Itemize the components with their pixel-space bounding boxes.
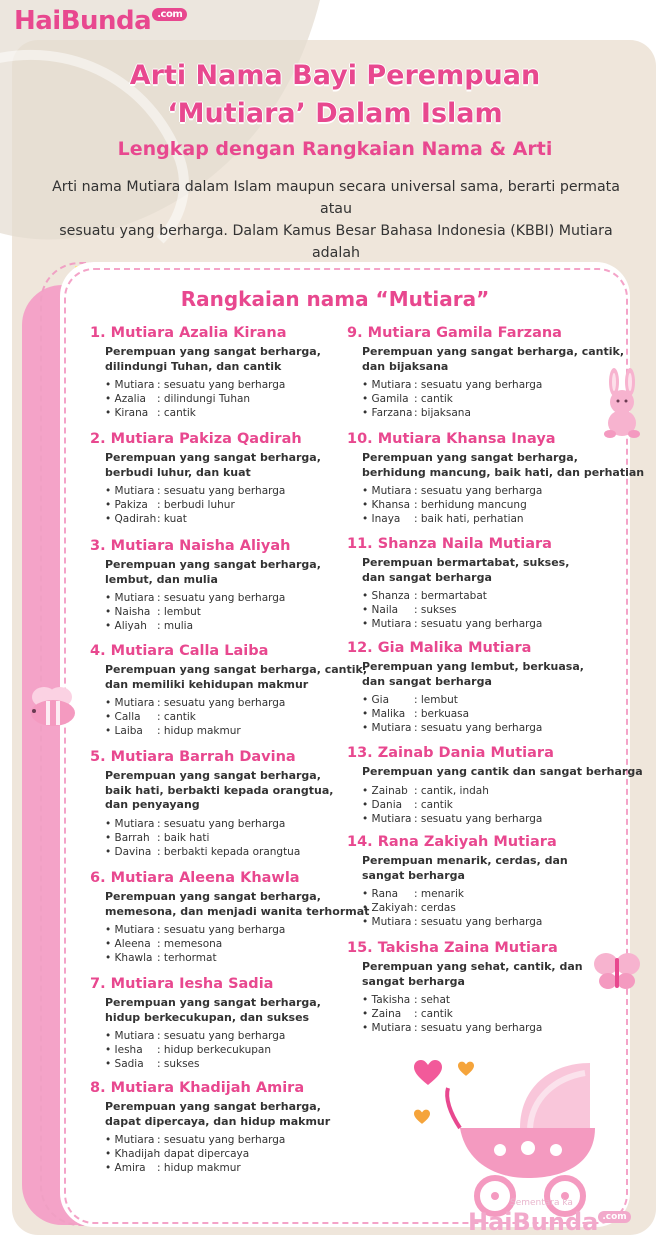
meaning-value: : berbudi luhur <box>157 499 235 511</box>
meaning-name: • Rana <box>362 887 414 901</box>
description-line: hidup berkecukupan, dan sukses <box>105 1010 310 1024</box>
meaning-row <box>105 817 333 831</box>
meaning-value: : sesuatu yang berharga <box>157 485 286 497</box>
meaning-row <box>105 724 367 738</box>
description-line: dapat dipercaya, dan hidup makmur <box>105 1114 331 1128</box>
list-item <box>90 1080 330 1175</box>
item-title: 6. Mutiara Aleena Khawla <box>90 870 300 886</box>
meaning-row <box>105 923 369 937</box>
description-line: lembut, dan mulia <box>105 572 218 586</box>
meanings-list <box>362 693 584 735</box>
page-subtitle: Lengkap dengan Rangkaian Nama & Arti <box>117 138 553 160</box>
meaning-name: • Khawla <box>105 951 157 965</box>
meaning-value: : sesuatu yang berharga <box>157 1030 286 1042</box>
meaning-name: • Mutiara <box>362 1021 414 1035</box>
meaning-value: : bijaksana <box>414 407 471 419</box>
meaning-row <box>105 406 321 420</box>
meaning-row <box>362 993 583 1007</box>
meaning-value: : sesuatu yang berharga <box>157 1134 286 1146</box>
list-item <box>90 870 369 965</box>
meaning-value: : mulia <box>157 620 194 632</box>
meaning-row <box>362 617 569 631</box>
meaning-row <box>362 1007 583 1021</box>
description-line: dan penyayang <box>105 798 200 811</box>
list-item <box>347 325 624 420</box>
description-line: Perempuan bermartabat, sukses, <box>362 556 570 569</box>
item-description <box>105 996 321 1025</box>
meanings-list <box>105 817 333 859</box>
meaning-value: : terhormat <box>157 952 217 964</box>
watermark-logo: HaiBunda .com <box>468 1208 631 1236</box>
meaning-name: • Mutiara <box>105 591 157 605</box>
list-item <box>90 431 321 526</box>
item-description <box>362 765 643 780</box>
meaning-name: • Khansa <box>362 498 414 512</box>
meanings-list <box>362 784 643 826</box>
meaning-name: • Mutiara <box>362 721 414 735</box>
item-title: 8. Mutiara Khadijah Amira <box>90 1080 305 1096</box>
meanings-list <box>105 923 369 965</box>
page-title-line2: ‘Mutiara’ Dalam Islam <box>167 98 503 129</box>
meaning-name: • Mutiara <box>362 915 414 929</box>
meanings-list <box>105 696 367 738</box>
meaning-name: • Davina <box>105 845 157 859</box>
item-description <box>105 663 367 692</box>
meaning-name: • Mutiara <box>105 484 157 498</box>
meaning-name: • Mutiara <box>362 484 414 498</box>
item-title: 13. Zainab Dania Mutiara <box>347 745 554 761</box>
description-line: Perempuan yang sangat berharga, <box>105 769 321 782</box>
description-line: Perempuan yang sangat berharga, <box>105 1100 321 1113</box>
item-description <box>362 556 569 585</box>
meaning-row <box>362 603 569 617</box>
description-line: Perempuan yang sangat berharga, <box>105 451 321 464</box>
item-description <box>362 345 624 374</box>
butterfly-icon <box>592 950 642 992</box>
description-line: dilindungi Tuhan, dan cantik <box>105 359 282 373</box>
meaning-name: • Naila <box>362 603 414 617</box>
item-title: 9. Mutiara Gamila Farzana <box>347 325 562 341</box>
item-description <box>362 854 568 883</box>
list-item <box>90 643 367 738</box>
meaning-row <box>105 619 321 633</box>
meaning-row <box>105 1043 321 1057</box>
list-item <box>90 538 321 633</box>
meaning-row <box>362 589 569 603</box>
meaning-row <box>105 378 321 392</box>
description-line: memesona, dan menjadi wanita terhormat <box>105 904 370 918</box>
description-line: Perempuan yang sangat berharga, cantik, <box>105 663 368 676</box>
item-description <box>362 660 584 689</box>
meaning-value: : cantik <box>157 711 196 723</box>
description-line: dan bijaksana <box>362 359 449 373</box>
list-item <box>347 640 584 735</box>
meaning-name: • Mutiara <box>105 378 157 392</box>
meaning-row <box>105 1133 330 1147</box>
meaning-name: • Gia <box>362 693 414 707</box>
meaning-row <box>105 1161 330 1175</box>
meanings-list <box>105 378 321 420</box>
item-title: 4. Mutiara Calla Laiba <box>90 643 269 659</box>
description-line: Perempuan yang sangat berharga, <box>105 996 321 1009</box>
meaning-value: : baik hati, perhatian <box>414 513 524 525</box>
meaning-row <box>362 798 643 812</box>
meaning-value: : sesuatu yang berharga <box>157 592 286 604</box>
haibunda-logo: HaiBunda .com <box>14 6 187 36</box>
intro-line2: sesuatu yang berharga. Dalam Kamus Besar Bahasa Indonesia (KBBI) Mutiara adalah <box>59 223 613 261</box>
item-description <box>105 1100 330 1129</box>
meaning-name: • Kirana <box>105 406 157 420</box>
meaning-value: : sehat <box>414 994 451 1006</box>
meaning-name: • Zaina <box>362 1007 414 1021</box>
meaning-value: : hidup makmur <box>157 1162 241 1174</box>
meaning-name: • Malika <box>362 707 414 721</box>
meaning-name: • Aleena <box>105 937 157 951</box>
meaning-row <box>362 693 584 707</box>
item-title: 14. Rana Zakiyah Mutiara <box>347 834 557 850</box>
meaning-name: • Sadia <box>105 1057 157 1071</box>
item-description <box>105 769 333 813</box>
meanings-list <box>105 1029 321 1071</box>
meaning-value: : sesuatu yang berharga <box>414 485 543 497</box>
meanings-list <box>105 591 321 633</box>
description-line: dan memiliki kehidupan makmur <box>105 677 309 691</box>
item-title: 3. Mutiara Naisha Aliyah <box>90 538 291 554</box>
item-description <box>105 451 321 480</box>
meanings-list <box>362 993 583 1035</box>
meaning-row <box>105 831 333 845</box>
meaning-row <box>105 591 321 605</box>
description-line: berhidung mancung, baik hati, dan perhatian <box>362 465 645 479</box>
meaning-value: : sesuatu yang berharga <box>414 379 543 391</box>
meaning-row <box>105 937 369 951</box>
intro-line1: Arti nama Mutiara dalam Islam maupun secara universal sama, berarti permata atau <box>52 179 620 217</box>
meaning-row <box>362 392 624 406</box>
item-description <box>105 890 369 919</box>
description-line: berbudi luhur, dan kuat <box>105 465 251 479</box>
meaning-name: • Mutiara <box>362 617 414 631</box>
bee-icon <box>22 685 84 729</box>
meaning-name: • Calla <box>105 710 157 724</box>
meaning-value: : lembut <box>414 694 458 706</box>
description-line: Perempuan yang lembut, berkuasa, <box>362 660 584 673</box>
heart-icon <box>414 1060 442 1086</box>
item-title: 15. Takisha Zaina Mutiara <box>347 940 558 956</box>
meaning-row <box>362 915 568 929</box>
meaning-value: : lembut <box>157 606 201 618</box>
meaning-name: • Naisha <box>105 605 157 619</box>
meaning-row <box>105 845 333 859</box>
description-line: Perempuan yang sangat berharga, <box>362 451 578 464</box>
description-line: Perempuan yang cantik dan sangat berharga <box>362 765 643 778</box>
item-description <box>105 345 321 374</box>
list-item <box>347 834 568 929</box>
description-line: dan sangat berharga <box>362 674 492 688</box>
meaning-value: : sesuatu yang berharga <box>414 618 543 630</box>
meaning-value: : sesuatu yang berharga <box>157 924 286 936</box>
meaning-row <box>105 710 367 724</box>
meaning-value: : sesuatu yang berharga <box>414 916 543 928</box>
meaning-name: • Inaya <box>362 512 414 526</box>
list-item <box>347 536 569 631</box>
meaning-name: • Dania <box>362 798 414 812</box>
description-line: sangat berharga <box>362 868 465 882</box>
meaning-row <box>105 484 321 498</box>
list-item <box>347 431 644 526</box>
meaning-row <box>362 378 624 392</box>
meaning-value: : menarik <box>414 888 464 900</box>
item-title: 12. Gia Malika Mutiara <box>347 640 532 656</box>
meaning-name: • Zainab <box>362 784 414 798</box>
meaning-row <box>362 512 644 526</box>
meaning-value: : sukses <box>157 1058 200 1070</box>
meaning-row <box>105 1147 330 1161</box>
description-line: Perempuan menarik, cerdas, dan <box>362 854 568 867</box>
meaning-value: : berhidung mancung <box>414 499 527 511</box>
meaning-row <box>362 406 624 420</box>
meaning-row <box>105 951 369 965</box>
meaning-name: • Aliyah <box>105 619 157 633</box>
list-item <box>90 749 333 859</box>
list-item <box>347 745 643 826</box>
meanings-list <box>362 887 568 929</box>
item-title: 10. Mutiara Khansa Inaya <box>347 431 556 447</box>
meaning-value: : cantik <box>414 798 453 811</box>
meaning-value: : berkuasa <box>414 708 470 720</box>
meaning-value: : cerdas <box>414 902 456 914</box>
meanings-list <box>362 589 569 631</box>
meaning-value: : bermartabat <box>414 590 487 602</box>
meaning-name: • Gamila <box>362 392 414 406</box>
section-title: Rangkaian nama “Mutiara” <box>180 287 490 311</box>
meaning-name: • Mutiara <box>105 1029 157 1043</box>
description-line: sangat berharga <box>362 974 465 988</box>
meaning-name: • Farzana <box>362 406 414 420</box>
meaning-row <box>362 721 584 735</box>
meanings-list <box>362 484 644 526</box>
meaning-value: : sesuatu yang berharga <box>157 817 286 830</box>
meaning-value: : baik hati <box>157 831 210 844</box>
meaning-value: : kuat <box>157 513 187 525</box>
item-description <box>105 558 321 587</box>
meaning-value: : hidup berkecukupan <box>157 1044 271 1056</box>
item-title: 5. Mutiara Barrah Davina <box>90 749 296 765</box>
item-title: 11. Shanza Naila Mutiara <box>347 536 552 552</box>
baby-stroller-icon <box>440 1058 600 1218</box>
description-line: Perempuan yang sangat berharga, <box>105 890 321 903</box>
description-line: Perempuan yang sehat, cantik, dan <box>362 960 583 973</box>
meanings-list <box>362 378 624 420</box>
meaning-row <box>362 887 568 901</box>
meaning-row <box>362 484 644 498</box>
meaning-name: • Laiba <box>105 724 157 738</box>
bunny-icon <box>598 368 648 440</box>
meaning-name: • Mutiara <box>105 923 157 937</box>
meaning-row <box>362 1021 583 1035</box>
page-title-line1: Arti Nama Bayi Perempuan <box>129 60 541 91</box>
meaning-name: • Azalia <box>105 392 157 406</box>
description-line: Perempuan yang sangat berharga, cantik, <box>362 345 625 358</box>
meaning-row <box>105 1057 321 1071</box>
meaning-name: • Zakiyah <box>362 901 414 915</box>
meaning-value: : sukses <box>414 604 457 616</box>
meaning-name: • Barrah <box>105 831 157 845</box>
meaning-value: : memesona <box>157 938 223 950</box>
watermark-note: Sementara ka <box>510 1198 573 1208</box>
meaning-value: : dapat dipercaya <box>157 1148 250 1160</box>
meaning-row <box>362 707 584 721</box>
meaning-row <box>105 696 367 710</box>
meaning-row <box>105 498 321 512</box>
meaning-name: • Qadirah <box>105 512 157 526</box>
description-line: Perempuan yang sangat berharga, <box>105 558 321 571</box>
meaning-value: : berbakti kepada orangtua <box>157 845 301 858</box>
meaning-name: • Pakiza <box>105 498 157 512</box>
item-title: 7. Mutiara Iesha Sadia <box>90 976 274 992</box>
meaning-value: : sesuatu yang berharga <box>157 379 286 391</box>
meaning-row <box>362 784 643 798</box>
meaning-row <box>362 812 643 826</box>
description-line: dan sangat berharga <box>362 570 492 584</box>
meaning-value: : hidup makmur <box>157 725 241 737</box>
meaning-value: : cantik, indah <box>414 784 489 797</box>
meaning-value: : sesuatu yang berharga <box>414 812 543 825</box>
list-item <box>90 976 321 1071</box>
meaning-value: : sesuatu yang berharga <box>157 697 286 709</box>
item-title: 2. Mutiara Pakiza Qadirah <box>90 431 302 447</box>
item-title: 1. Mutiara Azalia Kirana <box>90 325 287 341</box>
meaning-row <box>105 605 321 619</box>
meaning-value: : cantik <box>157 407 196 419</box>
meaning-name: • Mutiara <box>105 696 157 710</box>
description-line: Perempuan yang sangat berharga, <box>105 345 321 358</box>
meaning-value: : dilindungi Tuhan <box>157 393 251 405</box>
meaning-value: : sesuatu yang berharga <box>414 722 543 734</box>
meaning-row <box>105 1029 321 1043</box>
meaning-row <box>105 512 321 526</box>
meaning-name: • Amira <box>105 1161 157 1175</box>
meaning-row <box>362 498 644 512</box>
meaning-value: : cantik <box>414 393 453 405</box>
list-item <box>90 325 321 420</box>
meaning-name: • Mutiara <box>105 1133 157 1147</box>
list-item <box>347 940 583 1035</box>
meaning-name: • Iesha <box>105 1043 157 1057</box>
meaning-name: • Mutiara <box>362 812 414 826</box>
meaning-value: : cantik <box>414 1008 453 1020</box>
heart-icon <box>414 1108 430 1126</box>
meaning-name: • Khadijah <box>105 1147 157 1161</box>
meaning-value: : sesuatu yang berharga <box>414 1022 543 1034</box>
item-description <box>362 960 583 989</box>
meaning-row <box>362 901 568 915</box>
meaning-name: • Mutiara <box>362 378 414 392</box>
meaning-name: • Takisha <box>362 993 414 1007</box>
item-description <box>362 451 644 480</box>
meanings-list <box>105 1133 330 1175</box>
description-line: baik hati, berbakti kepada orangtua, <box>105 783 334 797</box>
meaning-name: • Mutiara <box>105 817 157 831</box>
meanings-list <box>105 484 321 526</box>
meaning-name: • Shanza <box>362 589 414 603</box>
meaning-row <box>105 392 321 406</box>
